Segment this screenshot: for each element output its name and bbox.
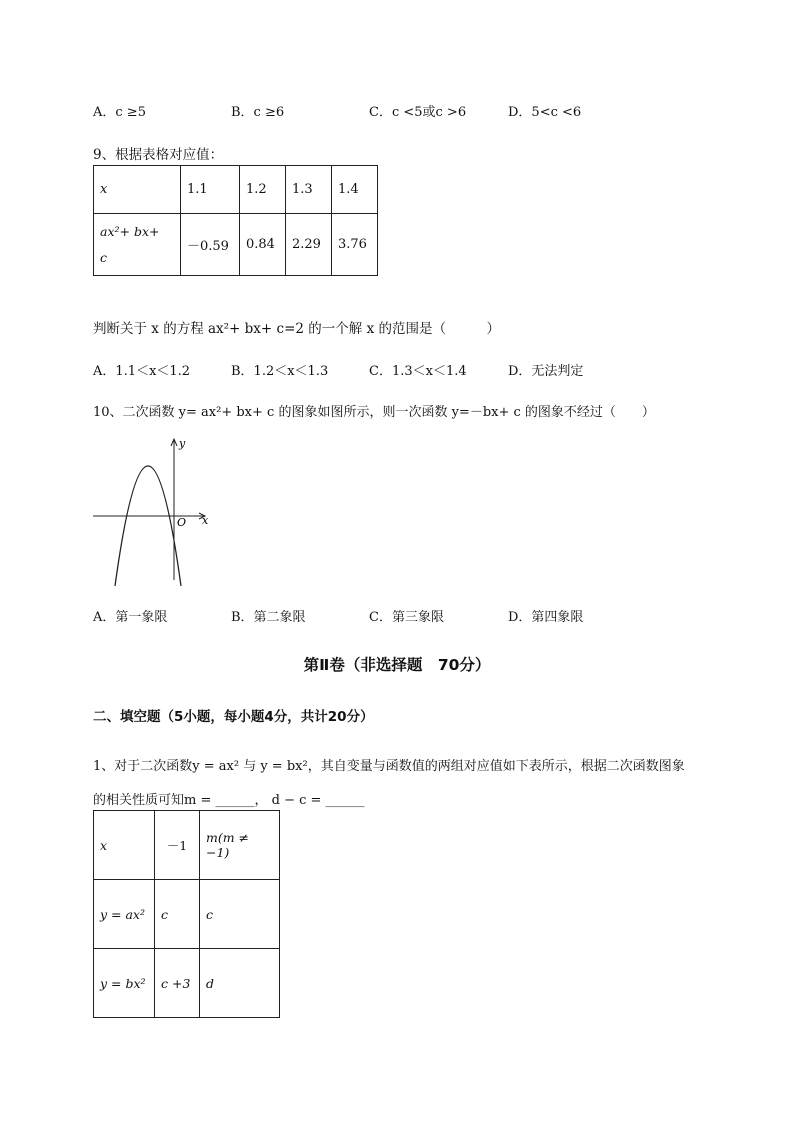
q10-option-d: D．第四象限 — [508, 610, 584, 625]
table-cell: －0.59 — [181, 214, 240, 276]
q8-option-c: C．c <5或c >6 — [369, 105, 467, 120]
table-cell: 1.2 — [240, 166, 286, 214]
q10-option-a: A．第一象限 — [93, 610, 168, 625]
q10-stem: 10、二次函数 y= ax²+ bx+ c 的图象如图所示，则一次函数 y=－bx+ c 的图象不经过（ ） — [93, 405, 655, 420]
table-cell: 1.3 — [286, 166, 332, 214]
parabola-graph — [88, 436, 218, 586]
table-cell: c — [155, 880, 200, 949]
table-cell: y = ax² — [94, 880, 155, 949]
f1-table — [93, 810, 280, 1018]
table-cell: 3.76 — [332, 214, 378, 276]
q10-option-b: B．第二象限 — [231, 610, 306, 625]
table-row — [94, 949, 280, 1018]
table-cell: y = bx² — [94, 949, 155, 1018]
table-cell: x — [94, 166, 181, 214]
q8-option-b: B．c ≥6 — [231, 105, 285, 120]
row-label-line1: ax²+ bx+ — [100, 223, 160, 239]
table-cell: x — [94, 811, 155, 880]
table-row — [94, 811, 280, 880]
table-cell: c — [200, 880, 280, 949]
table-cell: 1.1 — [181, 166, 240, 214]
table-row — [94, 880, 280, 949]
q9-option-d: D．无法判定 — [508, 364, 584, 379]
table-cell: c +3 — [155, 949, 200, 1018]
f1-stem-line1: 1、对于二次函数y = ax² 与 y = bx²，其自变量与函数值的两组对应值如下表所示，根据二次函数图象 — [93, 759, 685, 774]
q8-option-d: D．5<c <6 — [508, 105, 582, 120]
parabola-curve — [115, 466, 181, 586]
q9-option-c: C．1.3＜x＜1.4 — [369, 364, 467, 379]
section-heading: 二、填空题（5小题，每小题4分，共计20分） — [93, 709, 374, 725]
table-cell — [94, 214, 181, 276]
x-axis-label: x — [202, 514, 209, 527]
table-cell: －1 — [155, 811, 200, 880]
q8-option-a: A．c ≥5 — [93, 105, 146, 120]
table-row — [94, 166, 378, 214]
part2-title: 第Ⅱ卷（非选择题 70分） — [303, 656, 491, 674]
q9-table — [93, 165, 378, 276]
table-cell: 1.4 — [332, 166, 378, 214]
q10-option-c: C．第三象限 — [369, 610, 444, 625]
q9-question: 判断关于 x 的方程 ax²+ bx+ c=2 的一个解 x 的范围是（ ） — [93, 321, 500, 337]
table-row — [94, 214, 378, 276]
f1-stem-line2: 的相关性质可知m = ______， d − c = ______ — [93, 793, 365, 808]
q9-option-b: B．1.2＜x＜1.3 — [231, 364, 329, 379]
row-label-line2: c — [100, 249, 108, 265]
q9-stem: 9、根据表格对应值： — [93, 147, 224, 163]
table-cell: m(m ≠ −1) — [200, 811, 280, 880]
table-cell: d — [200, 949, 280, 1018]
y-axis-label: y — [179, 437, 186, 450]
origin-label: O — [177, 516, 187, 529]
table-cell: 2.29 — [286, 214, 332, 276]
table-cell: 0.84 — [240, 214, 286, 276]
q9-option-a: A．1.1＜x＜1.2 — [93, 364, 191, 379]
